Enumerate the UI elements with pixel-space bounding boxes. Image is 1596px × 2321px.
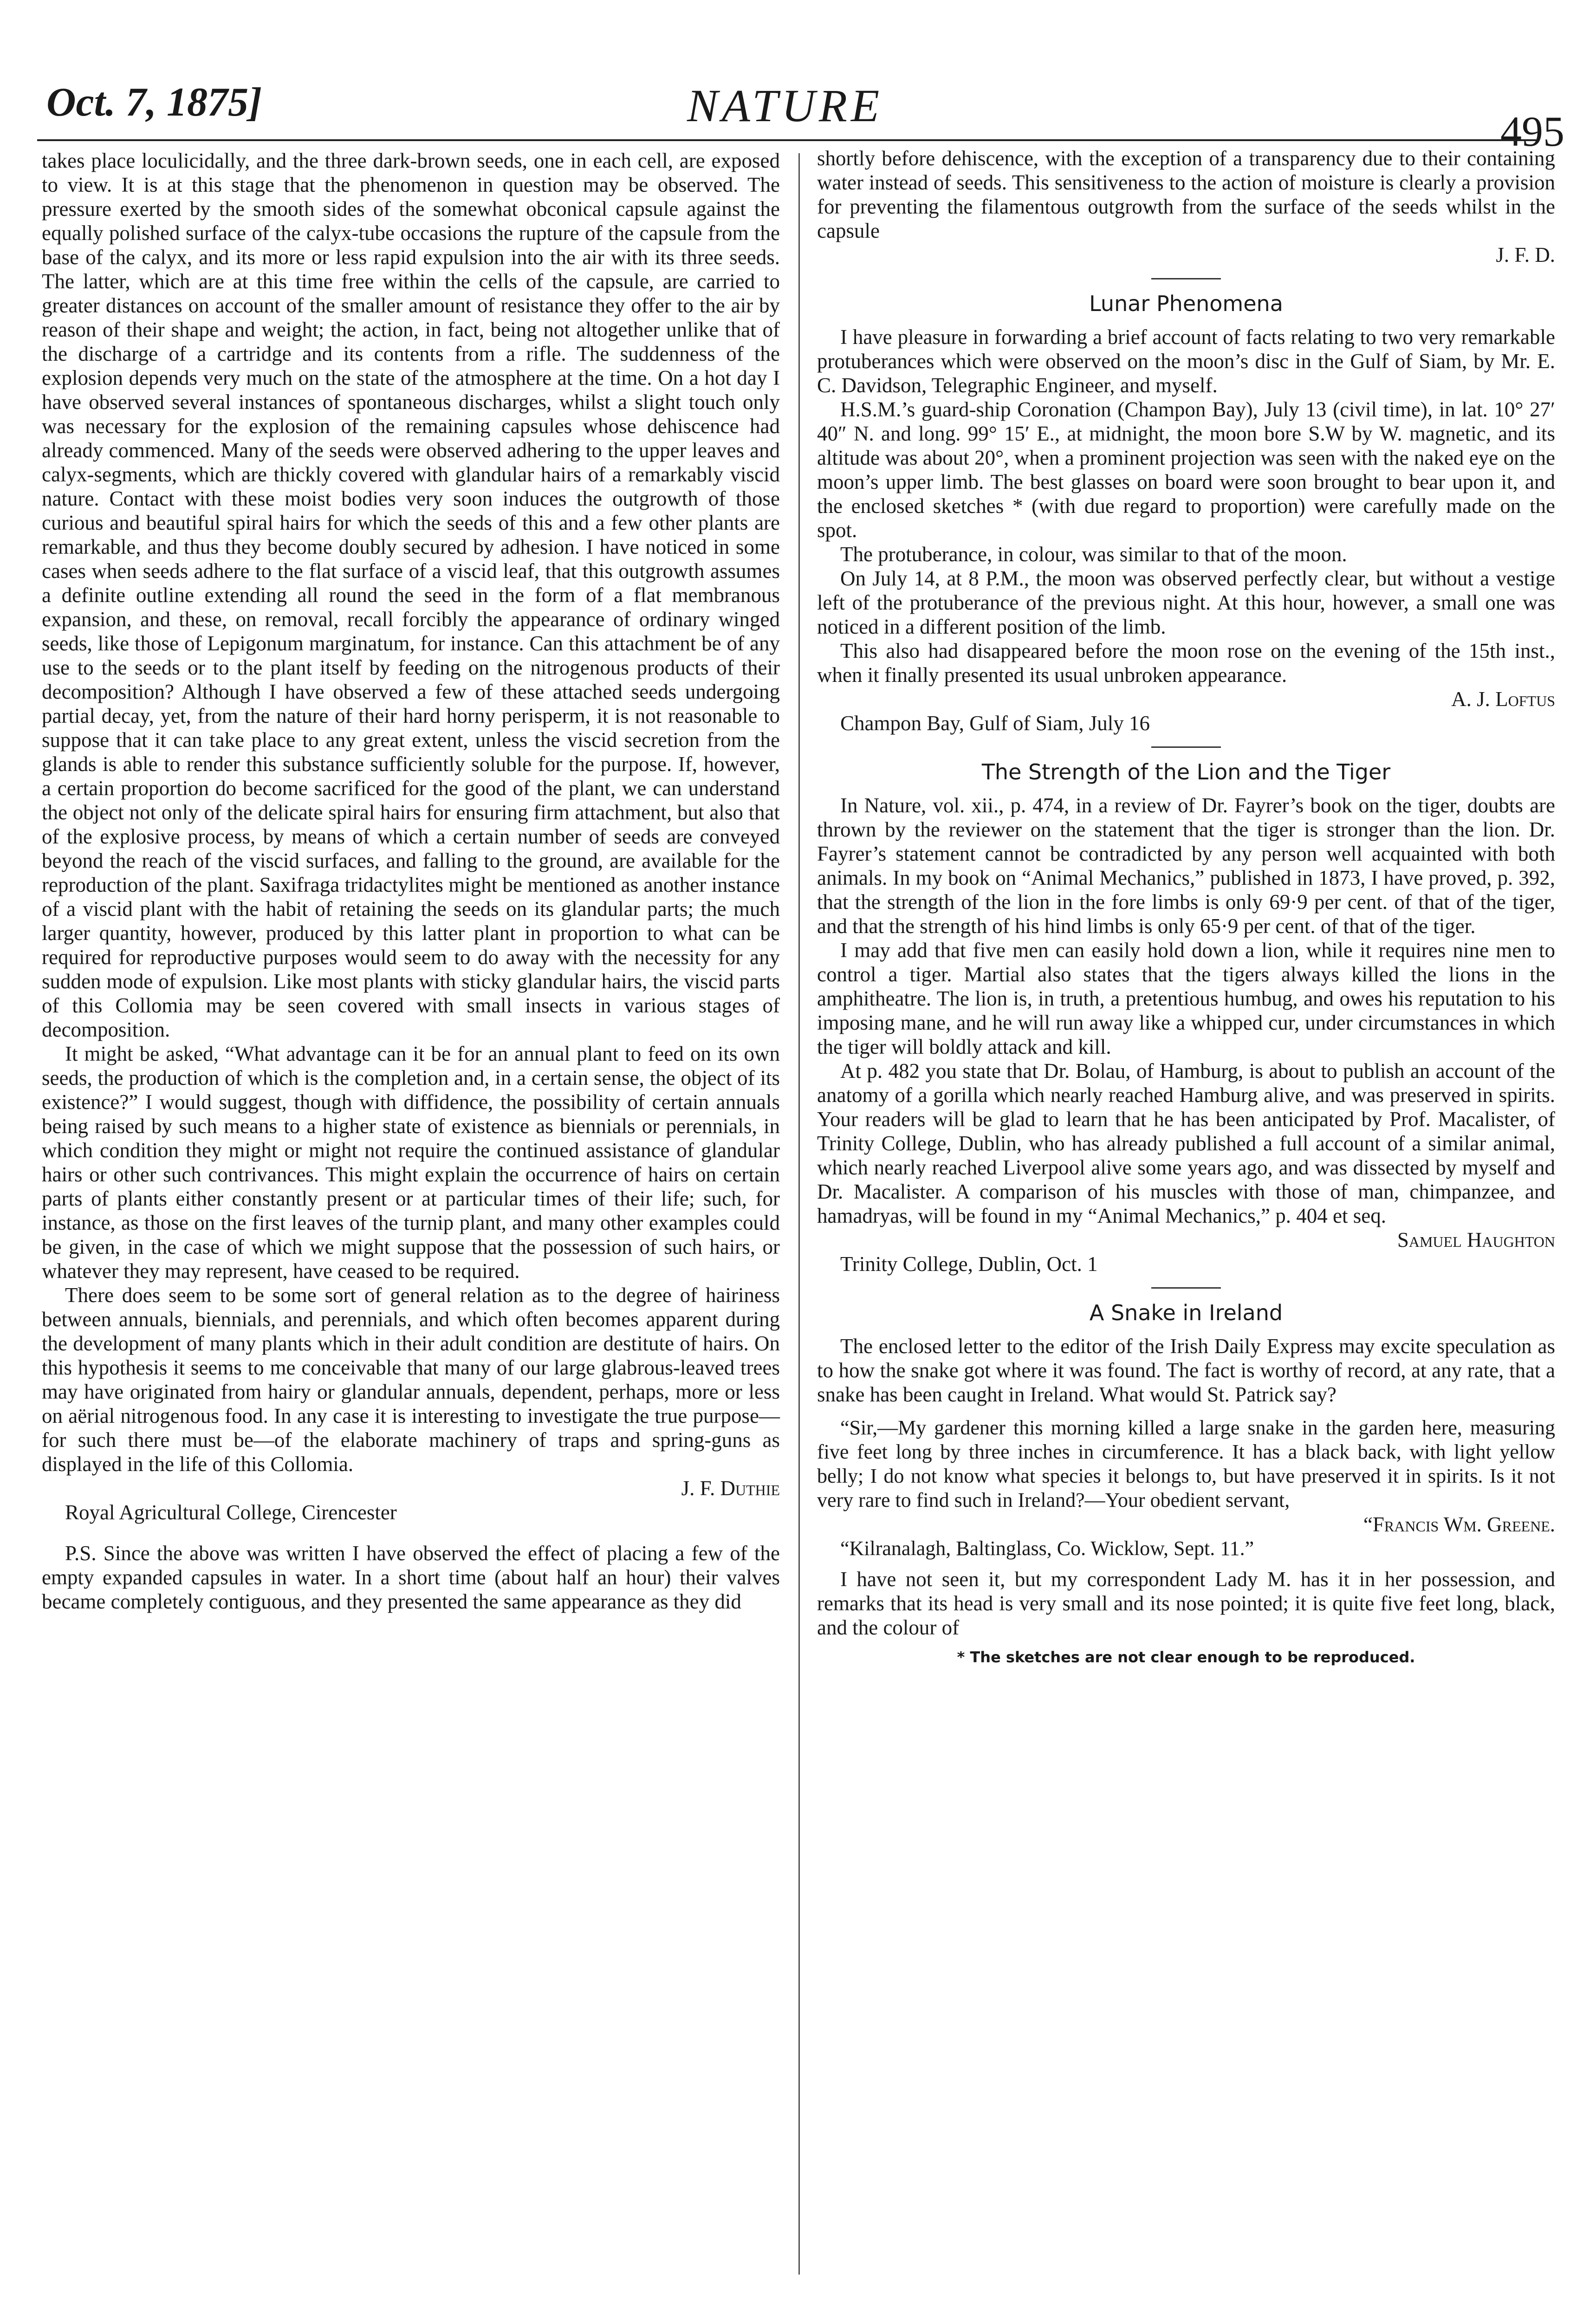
section-separator <box>1151 278 1221 279</box>
page-header <box>32 70 1564 155</box>
postscript: P.S. Since the above was written I have observed the effect of placing a few of the empty expanded capsules in water. In a short time (about half an hour) their valves became completely contiguous, and they presented the same appearance as they did <box>42 1542 780 1613</box>
left-column <box>42 149 780 1614</box>
article-paragraph: On July 14, at 8 P.M., the moon was observed perfectly clear, but without a vestige left of the protuberance of the previous night. At this hour, however, a small one was noticed in a different position of the limb. <box>817 567 1555 638</box>
quoted-letter: “Sir,—My gardener this morning killed a large snake in the garden here, measuring five feet long by three inches in circumference. It has a black back, with light yellow belly; I do not know what species it belongs to, but have preserved it in spirits. Is it not very rare to find such in Ireland?—Your obedient servant, <box>817 1416 1555 1511</box>
column-divider <box>798 153 800 2275</box>
section-separator <box>1151 1287 1221 1289</box>
article-paragraph: There does seem to be some sort of general relation as to the degree of hairiness between annuals, biennials, and perennials, and which often becomes apparent during the development of many plants which in their adult condition are destitute of hairs. On this hypothesis it seems to me conceivable that many of our large glabrous-leaved trees may have originated from hairy or glandular annuals, dependent, perhaps, more or less on aërial nitrogenous food. In any case it is interesting to investigate the true purpose—for such there must be—of the elaborate machinery of traps and spring-guns as displayed in the life of this Collomia. <box>42 1284 780 1476</box>
article-paragraph: I may add that five men can easily hold down a lion, while it requires nine men to control a tiger. Martial also states that the tigers always killed the lions in the amphitheatre. The lion is, in truth, a pretentious humbug, and owes his reputation to his imposing mane, and he will run away like a whipped cur, under circumstances in which the tiger will boldly attack and kill. <box>817 939 1555 1058</box>
article-paragraph: H.S.M.’s guard-ship Coronation (Champon Bay), July 13 (civil time), in lat. 10° 27′ 40″ N. and long. 99° 15′ E., at midnight, the moon bore S.W by W. magnetic, and its altitude was about 20°, when a prominent projection was seen with the naked eye on the moon’s upper limb. The best glasses on board were soon brought to bear upon it, and the enclosed sketches * (with due regard to proportion) were carefully made on the spot. <box>817 398 1555 542</box>
continuation-paragraph: shortly before dehiscence, with the exception of a transparency due to their containing water instead of seeds. This sensitiveness to the action of moisture is clearly a provision for preventing the filamentous outgrowth from the surface of the seeds whilst in the capsule <box>817 147 1555 242</box>
issue-date: Oct. 7, 1875] <box>46 80 262 125</box>
article-paragraph: I have not seen it, but my correspondent Lady M. has it in her possession, and remarks that its head is very small and its nose pointed; it is quite five feet long, black, and the colour of <box>817 1568 1555 1639</box>
continuation-signature: J. F. D. <box>1496 243 1555 266</box>
author-signature: A. J. Loftus <box>1451 687 1555 711</box>
author-location: Trinity College, Dublin, Oct. 1 <box>840 1252 1098 1276</box>
author-location: Royal Agricultural College, Cirencester <box>65 1501 397 1524</box>
article-paragraph: At p. 482 you state that Dr. Bolau, of Hamburg, is about to publish an account of the anatomy of a gorilla which nearly reached Hamburg alive, and was preserved in spirits. Your readers will be glad to learn that he has been anticipated by Prof. Macalister, of Trinity College, Dublin, who has already published a full account of a similar animal, which nearly reached Liverpool alive some years ago, and was dissected by myself and Dr. Macalister. A comparison of his muscles with those of man, chimpanzee, and hamadryas, will be found in my “Animal Mechanics,” p. 404 et seq. <box>817 1059 1555 1227</box>
letter-address: “Kilranalagh, Baltinglass, Co. Wicklow, Sept. 11.” <box>840 1537 1254 1560</box>
footnote: * The sketches are not clear enough to be reproduced. <box>957 1648 1415 1666</box>
article-paragraph: It might be asked, “What advantage can it be for an annual plant to feed on its own seeds, the production of which is the completion and, in a certain sense, the object of its existence?” I would suggest, though with diffidence, the possibility of certain annuals being raised by such means to a higher state of existence as biennials or perennials, in which condition they might or might not require the continued assistance of glandular hairs or other such contrivances. This might explain the occurrence of hairs on certain parts of plants either constantly present or at particular times of their life; such, for instance, as those on the first leaves of the turnip plant, and many other examples could be given, in the case of which we might suppose that the possession of such hairs, or whatever they may represent, have ceased to be required. <box>42 1042 780 1283</box>
header-rule <box>37 139 1537 141</box>
page-number: 495 <box>1500 108 1564 155</box>
letter-signature: “Francis Wm. Greene. <box>1363 1513 1555 1536</box>
section-title-snake: A Snake in Ireland <box>1089 1300 1283 1325</box>
author-signature: Samuel Haughton <box>1397 1228 1555 1251</box>
article-paragraph: In Nature, vol. xii., p. 474, in a review of Dr. Fayrer’s book on the tiger, doubts are thrown by the reviewer on the statement that the tiger is stronger than the lion. Dr. Fayrer’s statement cannot be contradicted by any person well acquainted with both animals. In my book on “Animal Mechanics,” published in 1873, I have proved, p. 392, that the strength of the lion in the fore limbs is only 69·9 per cent. of that of the tiger, and that the strength of his hind limbs is only 65·9 per cent. of that of the tiger. <box>817 794 1555 938</box>
article-paragraph: takes place loculicidally, and the three dark-brown seeds, one in each cell, are exposed to view. It is at this stage that the phenomenon in question may be observed. The pressure exerted by the smooth sides of the somewhat obconical capsule against the equally polished surface of the calyx-tube occasions the rupture of the capsule from the base of the calyx, and its more or less rapid expulsion into the air with its three seeds. The latter, which are at this time free within the cells of the capsule, are carried to greater distances on account of the smaller amount of resistance they offer to the air by reason of their shape and weight; the action, in fact, being not altogether unlike that of the discharge of a cartridge and its contents from a rifle. The suddenness of the explosion depends very much on the state of the atmosphere at the time. On a hot day I have observed several instances of spontaneous discharges, whilst a slight touch only was necessary for the explosion of the remaining capsules whose dehiscence had already commenced. Many of the seeds were observed adhering to the upper leaves and calyx-segments, which are thickly covered with glandular hairs of a remarkably viscid nature. Contact with these moist bodies very soon induces the outgrowth of those curious and beautiful spiral hairs for which the seeds of this and a few other plants are remarkable, and thus they become doubly secured by adhesion. I have noticed in some cases when seeds adhere to the flat surface of a viscid leaf, that this outgrowth assumes a definite outline extending all round the seed in the form of a flat membranous expansion, and these, on removal, recall forcibly the appearance of ordinary winged seeds, like those of Lepigonum marginatum, for instance. Can this attachment be of any use to the seeds or to the plant itself by feeding on the nitrogenous products of their decomposition? Although I have observed a few of these attached seeds undergoing partial decay, yet, from the nature of their hard horny perisperm, it is not reasonable to suppose that it can take place to any great extent, unless the viscid secretion from the glands is able to render this substance sufficiently soluble for the purpose. If, however, a certain proportion do become sacrificed for the good of the plant, we can understand the object not only of the delicate spiral hairs for ensuring firm attachment, but also that of the explosive process, by means of which a certain number of seeds are conveyed beyond the reach of the viscid surfaces, and falling to the ground, are available for the reproduction of the plant. Saxifraga tridactylites might be mentioned as another instance of a viscid plant with the habit of retaining the seeds on its glandular parts; the much larger quantity, however, produced by this latter plant in proportion to what can be required for reproductive purposes would seem to do away with the necessity for any sudden mode of expulsion. Like most plants with sticky glandular hairs, the viscid parts of this Collomia may be seen covered with small insects in various stages of decomposition. <box>42 149 780 1041</box>
section-title-lunar: Lunar Phenomena <box>1089 291 1283 316</box>
section-separator <box>1151 746 1221 748</box>
journal-title: NATURE <box>687 80 883 131</box>
section-title-lion: The Strength of the Lion and the Tiger <box>981 759 1391 784</box>
author-signature: J. F. Duthie <box>681 1477 780 1500</box>
right-column <box>817 146 1555 1669</box>
article-paragraph: The protuberance, in colour, was similar to that of the moon. <box>840 543 1347 566</box>
article-paragraph: I have pleasure in forwarding a brief account of facts relating to two very remarkable protuberances which were observed on the moon’s disc in the Gulf of Siam, by Mr. E. C. Davidson, Telegraphic Engineer, and myself. <box>817 325 1555 397</box>
article-paragraph: This also had disappeared before the moon rose on the evening of the 15th inst., when it finally presented its usual unbroken appearance. <box>817 639 1555 687</box>
article-paragraph: The enclosed letter to the editor of the Irish Daily Express may excite speculation as to how the snake got where it was found. The fact is worthy of record, at any rate, that a snake has been caught in Ireland. What would St. Patrick say? <box>817 1335 1555 1406</box>
author-location: Champon Bay, Gulf of Siam, July 16 <box>840 712 1150 735</box>
